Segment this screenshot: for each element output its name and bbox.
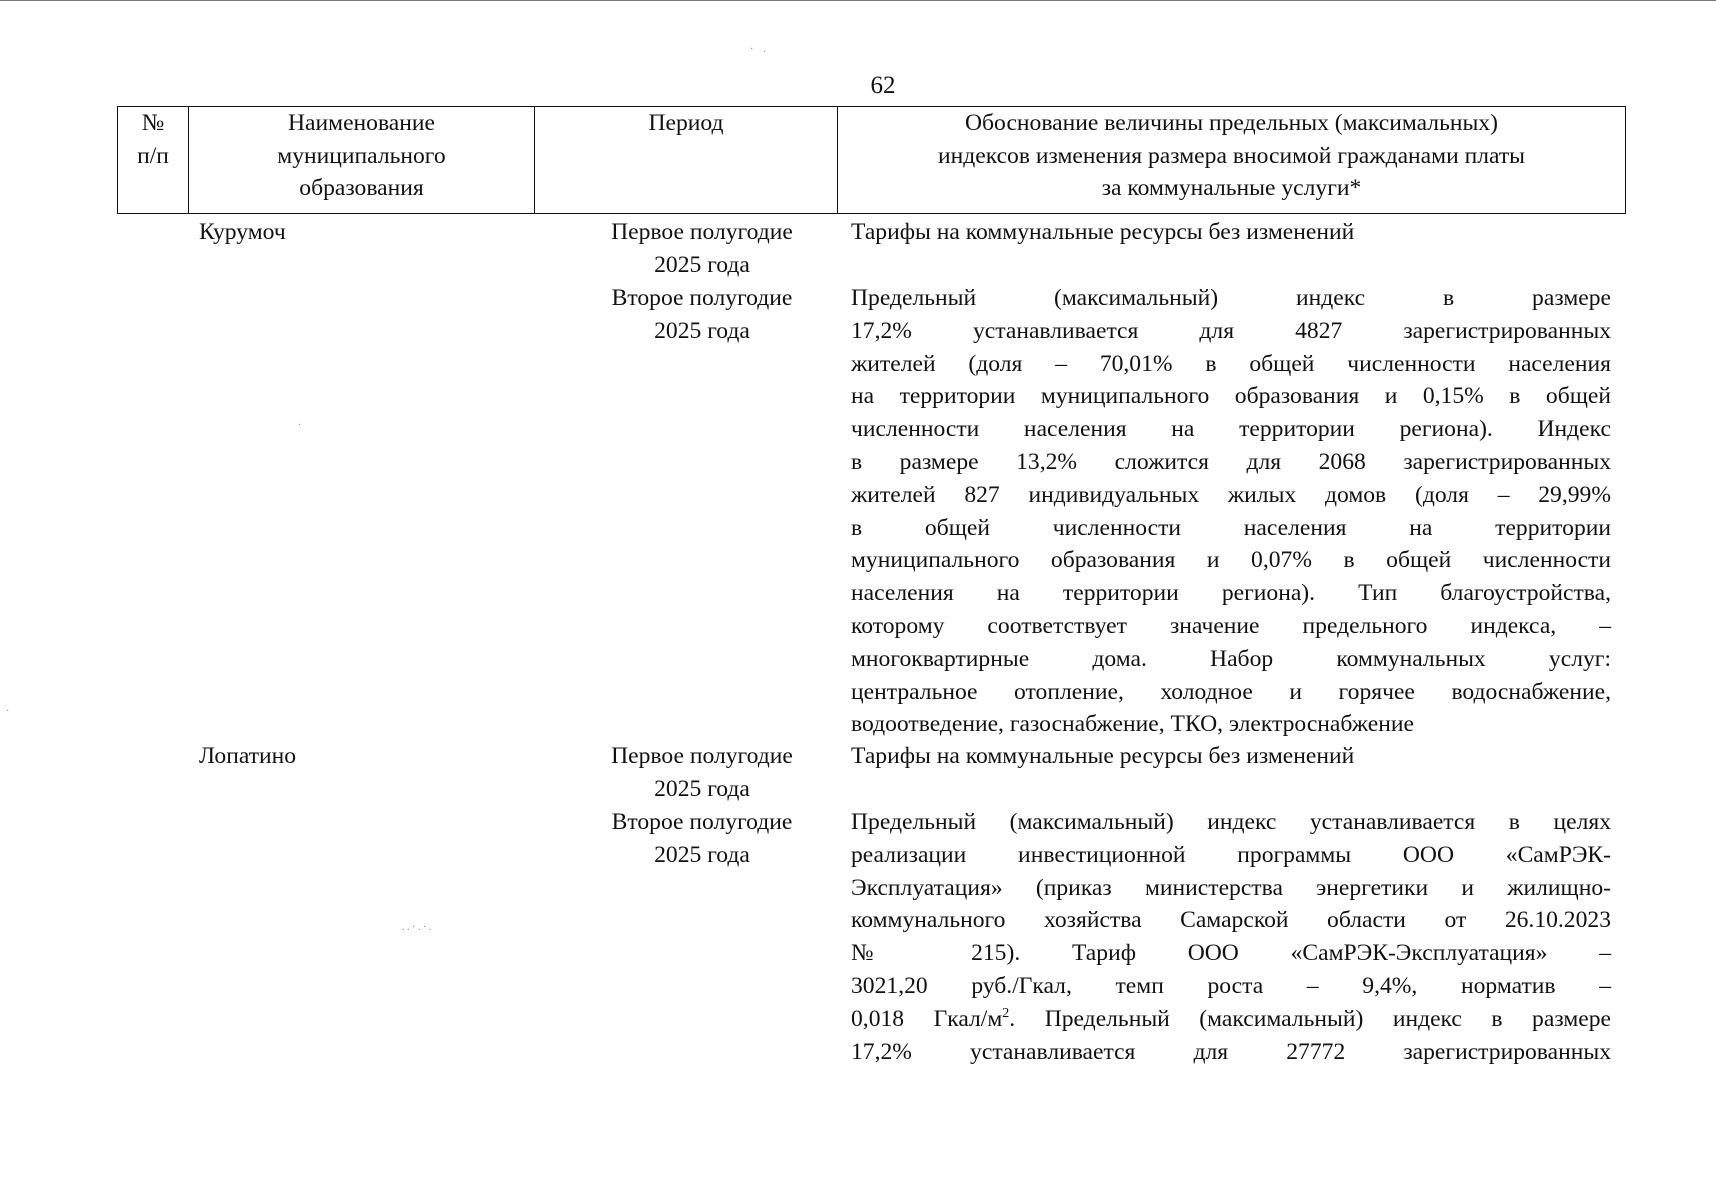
header-text: Обоснование величины предельных (максимальных)	[965, 110, 1498, 136]
justification-text	[851, 282, 1611, 741]
period-text: Первое полугодие	[611, 743, 793, 769]
page-number: 62	[870, 72, 896, 99]
scan-speck: ·	[6, 706, 10, 717]
text-line: Эксплуатация» (приказ министерства энергетики и жилищно-	[851, 874, 1611, 901]
header-text: Наименование	[288, 110, 435, 136]
text-line: коммунального хозяйства Самарской области от 26.10.2023	[851, 907, 1611, 934]
header-justification-cell	[838, 107, 1626, 214]
period-text: Второе полугодие	[611, 809, 793, 835]
period-text: 2025 года	[654, 775, 750, 802]
text-line: 17,2% устанавливается для 27772 зарегистрированных	[851, 1038, 1611, 1065]
text-line: в размере 13,2% сложится для 2068 зарегистрированных	[851, 448, 1611, 475]
scan-speck: ·	[298, 420, 302, 431]
text-fragment: . Предельный (максимальный) индекс в размере	[1009, 1005, 1611, 1032]
text-line: жителей 827 индивидуальных жилых домов (доля – 29,99%	[851, 481, 1611, 508]
text-line: № 215). Тариф ООО «СамРЭК-Эксплуатация» –	[851, 940, 1611, 967]
header-text: индексов изменения размера вносимой гражданами платы	[937, 142, 1526, 169]
header-municipality-cell	[189, 107, 535, 214]
text-line: населения на территории региона). Тип благоустройства,	[851, 580, 1611, 607]
period-text: 2025 года	[654, 317, 750, 344]
scan-speck: . . · . · .	[402, 922, 432, 933]
text-line: многоквартирные дома. Набор коммунальных услуг:	[851, 645, 1611, 672]
text-line: Предельный (максимальный) индекс в размере	[851, 285, 1611, 311]
municipality-name: Лопатино	[199, 743, 297, 769]
header-period-cell	[535, 107, 838, 214]
justification-text	[851, 740, 1354, 773]
header-text: №	[141, 110, 165, 136]
period-text: 2025 года	[654, 841, 750, 868]
header-number-cell	[118, 107, 189, 214]
scan-speck: · .	[750, 44, 766, 55]
text-line: Предельный (максимальный) индекс устанавливается в целях	[851, 809, 1611, 835]
header-text: Период	[648, 110, 724, 136]
period-text: 2025 года	[654, 251, 750, 278]
municipality-name: Курумоч	[199, 219, 286, 245]
justification-text	[851, 216, 1354, 249]
text-line: реализации инвестиционной программы ООО «СамРЭК-	[851, 841, 1611, 868]
text-line: муниципального образования и 0,07% в общей численности	[851, 547, 1611, 574]
period-cell	[552, 216, 852, 282]
text-line: 17,2% устанавливается для 4827 зарегистрированных	[851, 317, 1611, 344]
header-text: муниципального	[277, 142, 446, 169]
text-line: на территории муниципального образования и 0,15% в общей	[851, 383, 1611, 410]
text-line: водоотведение, газоснабжение, ТКО, электроснабжение	[851, 711, 1414, 738]
text-line: Тарифы на коммунальные ресурсы без изменений	[851, 219, 1355, 245]
header-text: образования	[299, 175, 424, 201]
top-rule	[0, 0, 1716, 1]
header-text: за коммунальные услуги*	[1101, 175, 1362, 201]
justification-text	[851, 806, 1611, 1068]
text-line: центральное отопление, холодное и горячее водоснабжение,	[851, 678, 1611, 705]
header-text: п/п	[137, 142, 169, 169]
period-text: Первое полугодие	[611, 219, 793, 245]
superscript: 2	[1002, 1005, 1010, 1021]
table-header	[117, 106, 1626, 214]
text-line: Тарифы на коммунальные ресурсы без изменений	[851, 743, 1355, 769]
text-line-with-superscript	[851, 1003, 1611, 1036]
period-cell	[552, 740, 852, 806]
text-fragment: 0,018 Гкал/м	[851, 1005, 1003, 1032]
text-line: 3021,20 руб./Гкал, темп роста – 9,4%, норматив –	[851, 972, 1611, 999]
text-line: которому соответствует значение предельного индекса, –	[851, 612, 1611, 639]
text-line: численности населения на территории региона). Индекс	[851, 416, 1611, 443]
text-line: жителей (доля – 70,01% в общей численности населения	[851, 350, 1611, 377]
period-cell	[552, 806, 852, 872]
text-line: в общей численности населения на территории	[851, 514, 1611, 541]
period-text: Второе полугодие	[611, 285, 793, 311]
period-cell	[552, 282, 852, 348]
